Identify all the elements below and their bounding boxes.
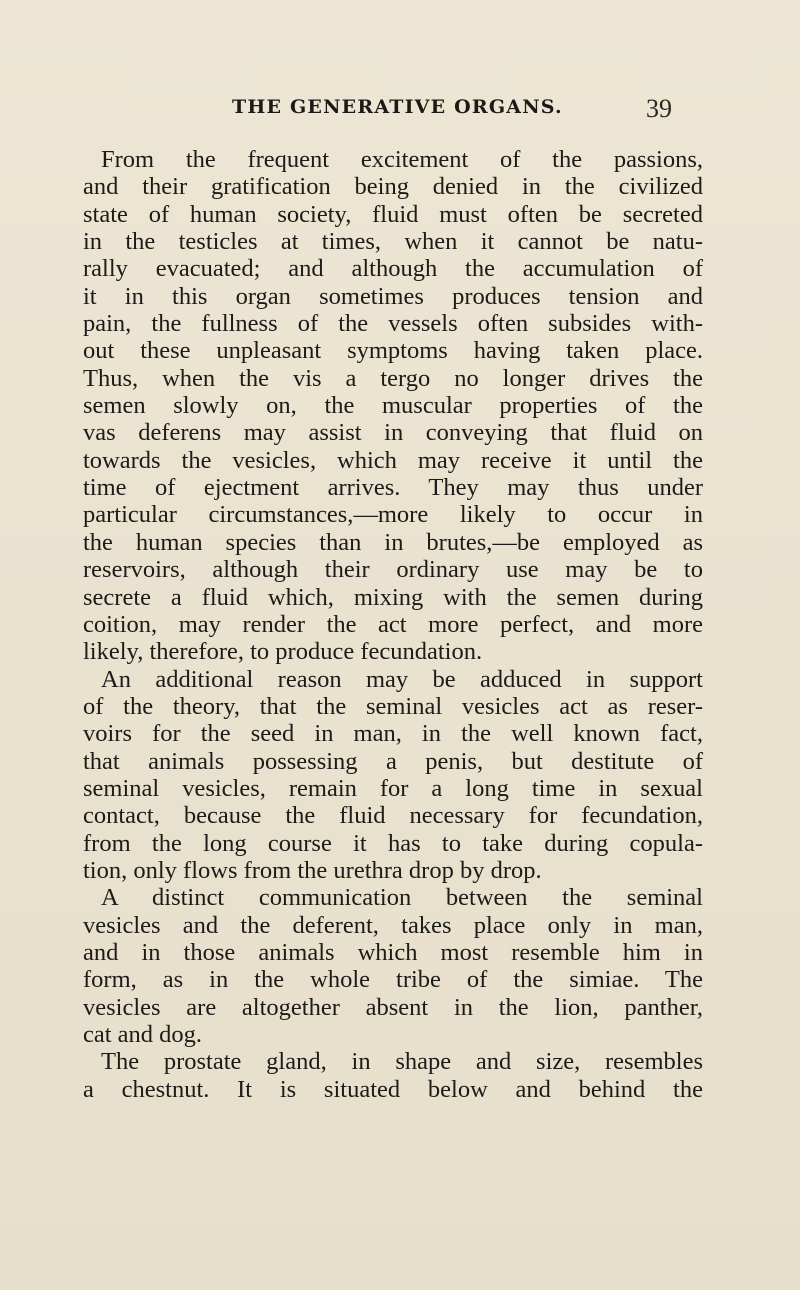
text-line: pain, the fullness of the vessels often subsides with- xyxy=(83,310,703,338)
text-line: time of ejectment arrives. They may thus under xyxy=(83,474,703,502)
text-line: semen slowly on, the muscular properties of the xyxy=(83,392,703,420)
text-line: A distinct communication between the seminal xyxy=(101,884,703,912)
body-text xyxy=(83,146,703,1103)
text-line: form, as in the whole tribe of the simiae. The xyxy=(83,966,703,994)
text-line: state of human society, fluid must often be secreted xyxy=(83,200,703,228)
page-header xyxy=(0,96,800,126)
text-line: it in this organ sometimes produces tension and xyxy=(83,282,703,310)
text-line: vas deferens may assist in conveying that fluid on xyxy=(83,419,703,447)
running-title: THE GENERATIVE ORGANS. xyxy=(232,96,563,118)
text-line: and their gratification being denied in the civilized xyxy=(83,173,703,201)
text-line: the human species than in brutes,—be employed as xyxy=(83,528,703,556)
text-line: likely, therefore, to produce fecundation. xyxy=(83,638,483,666)
text-line: that animals possessing a penis, but destitute of xyxy=(83,747,703,775)
text-line: of the theory, that the seminal vesicles act as reser- xyxy=(83,692,703,720)
text-line: a chestnut. It is situated below and behind the xyxy=(83,1075,703,1103)
text-line: in the testicles at times, when it cannot be natu- xyxy=(83,228,703,256)
text-line: The prostate gland, in shape and size, resembles xyxy=(101,1048,703,1076)
text-line: from the long course it has to take during copula- xyxy=(83,829,703,857)
text-line: vesicles are altogether absent in the lion, panther, xyxy=(83,993,703,1021)
text-line: secrete a fluid which, mixing with the semen during xyxy=(83,583,703,611)
page-number: 39 xyxy=(646,94,672,123)
text-line: coition, may render the act more perfect, and more xyxy=(83,610,703,638)
text-line: Thus, when the vis a tergo no longer drives the xyxy=(83,364,703,392)
text-line: particular circumstances,—more likely to occur in xyxy=(83,501,703,529)
text-line: contact, because the fluid necessary for fecundation, xyxy=(83,802,703,830)
text-line: and in those animals which most resemble him in xyxy=(83,938,703,966)
text-line: voirs for the seed in man, in the well known fact, xyxy=(83,720,703,748)
text-line: From the frequent excitement of the passions, xyxy=(101,146,703,173)
text-line: cat and dog. xyxy=(83,1021,203,1048)
text-line: rally evacuated; and although the accumulation of xyxy=(83,255,703,283)
text-line: seminal vesicles, remain for a long time in sexual xyxy=(83,774,703,802)
text-line: out these unpleasant symptoms having taken place. xyxy=(83,337,703,365)
text-line: tion, only flows from the urethra drop by drop. xyxy=(83,856,542,884)
text-line: reservoirs, although their ordinary use may be to xyxy=(83,556,703,584)
text-line: An additional reason may be adduced in support xyxy=(101,665,703,693)
text-line: vesicles and the deferent, takes place only in man, xyxy=(83,911,703,939)
text-line: towards the vesicles, which may receive it until the xyxy=(83,446,703,474)
